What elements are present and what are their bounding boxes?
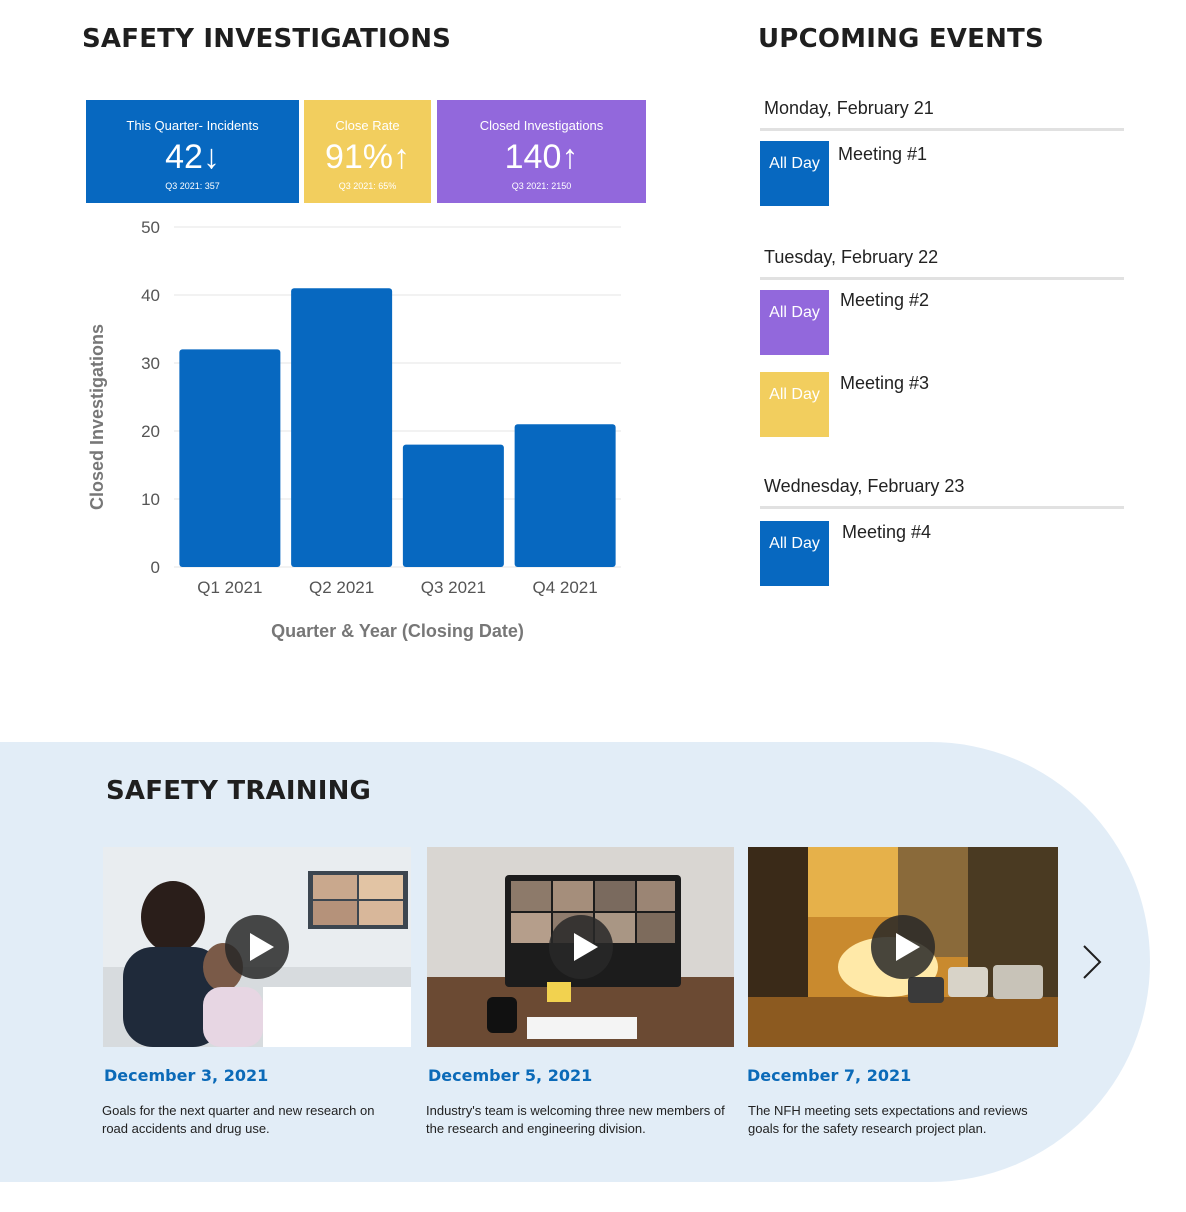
kpi-value: 91%↑ [324,138,411,176]
kpi-card-incidents [86,100,299,203]
training-video-thumbnail[interactable] [427,847,734,1047]
bar [291,288,392,567]
x-tick-label: Q4 2021 [532,578,598,597]
y-tick-label: 50 [141,218,160,237]
y-tick-label: 30 [141,354,160,373]
y-tick-label: 20 [141,422,160,441]
kpi-value: 140↑ [504,138,579,176]
training-card-description: Industry's team is welcoming three new members of the research and engineering division. [426,1103,725,1136]
training-card-date: December 7, 2021 [747,1066,912,1085]
event-title[interactable]: Meeting #3 [840,373,930,393]
investigations-title: SAFETY INVESTIGATIONS [82,24,452,54]
play-icon[interactable] [225,915,289,979]
kpi-card-close-rate [304,100,431,203]
bar [179,349,280,567]
training-video-thumbnail[interactable] [103,847,411,1047]
training-card-date: December 5, 2021 [428,1066,593,1085]
y-tick-label: 10 [141,490,160,509]
kpi-sub: Q3 2021: 357 [165,181,220,191]
event-time-badge[interactable]: All Day [760,521,829,586]
kpi-label: Closed Investigations [479,118,604,133]
event-day-header: Monday, February 21 [760,98,1124,131]
events-title: UPCOMING EVENTS [758,24,1044,54]
closed-investigations-bar-chart [80,210,640,660]
training-card-description: Goals for the next quarter and new research on road accidents and drug use. [102,1103,375,1136]
event-title[interactable]: Meeting #1 [838,144,928,164]
kpi-sub: Q3 2021: 2150 [511,181,572,191]
event-time-badge[interactable]: All Day [760,141,829,206]
training-card-date: December 3, 2021 [104,1066,269,1085]
training-title: SAFETY TRAINING [106,776,372,806]
y-tick-label: 0 [150,558,160,577]
x-tick-label: Q3 2021 [420,578,486,597]
chevron-right-icon[interactable] [1080,944,1104,980]
play-icon[interactable] [549,915,613,979]
event-day-header: Wednesday, February 23 [760,476,1124,509]
kpi-label: This Quarter- Incidents [126,118,259,133]
kpi-label: Close Rate [335,118,400,133]
x-tick-label: Q2 2021 [309,578,375,597]
event-time-badge[interactable]: All Day [760,372,829,437]
kpi-value: 42↓ [165,138,220,176]
event-day-header: Tuesday, February 22 [760,247,1124,280]
x-tick-label: Q1 2021 [197,578,263,597]
y-axis-label: Closed Investigations [87,323,107,511]
event-time-badge[interactable]: All Day [760,290,829,355]
training-video-thumbnail[interactable] [748,847,1058,1047]
event-title[interactable]: Meeting #2 [840,290,930,310]
y-tick-label: 40 [141,286,160,305]
training-card-description: The NFH meeting sets expectations and reviews goals for the safety research project plan. [748,1103,1028,1136]
kpi-sub: Q3 2021: 65% [338,181,397,191]
x-axis-label: Quarter & Year (Closing Date) [271,621,524,641]
play-icon[interactable] [871,915,935,979]
kpi-card-closed-investigations [437,100,646,203]
event-title[interactable]: Meeting #4 [842,522,932,542]
bar [515,424,616,567]
bar [403,445,504,567]
